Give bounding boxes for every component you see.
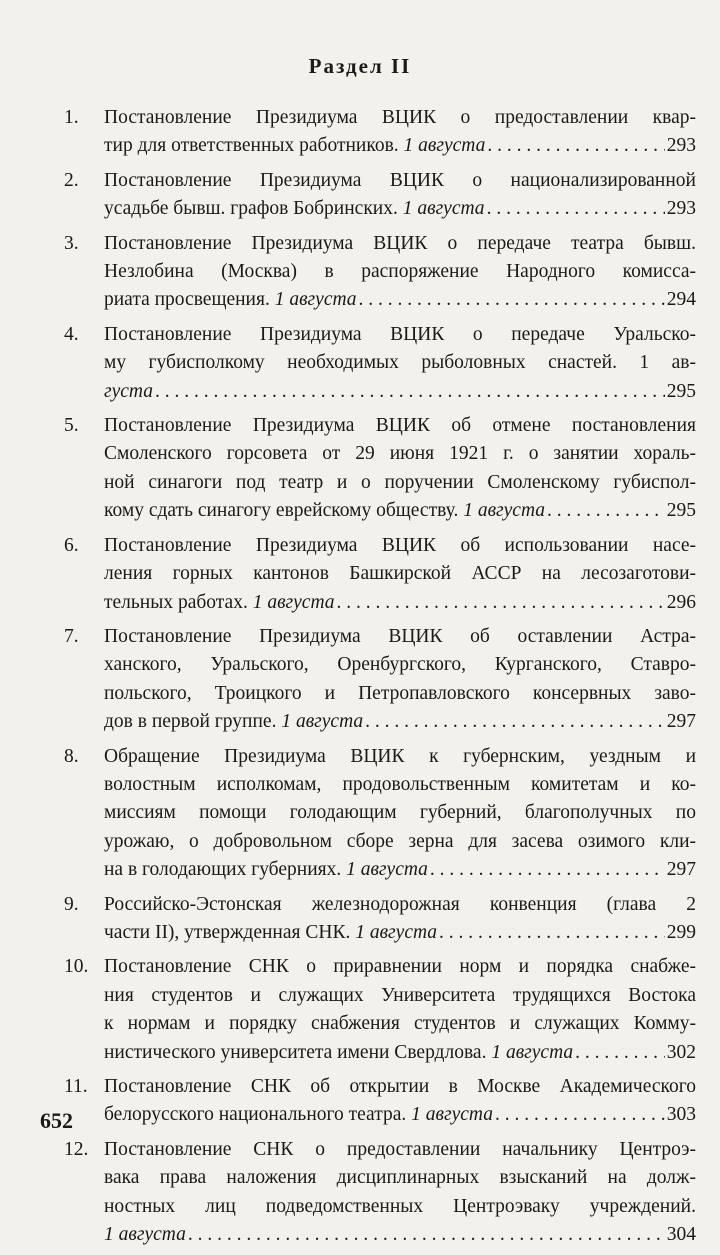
entry-text-line: Обращение Президиума ВЦИК к губернским, уездным и xyxy=(104,745,696,767)
entry-date: 1 августа xyxy=(355,921,438,943)
entry-title-end xyxy=(104,132,485,160)
entry-page-ref: 297 xyxy=(666,711,696,733)
entry-text-line: вака права наложения дисциплинарных взысканий на долж- xyxy=(104,1167,696,1189)
entry-body xyxy=(104,321,696,406)
entry-title-text: белорусского национального театра. xyxy=(104,1104,407,1126)
entry-page-ref: 295 xyxy=(666,500,696,522)
entry-date: густа xyxy=(104,380,153,402)
toc-entry xyxy=(64,321,696,406)
entry-date: 1 августа xyxy=(281,711,364,733)
entry-title-text: риата просвещения. xyxy=(104,289,270,311)
entry-body xyxy=(104,891,696,948)
entry-last-line xyxy=(104,1039,696,1067)
toc-entry xyxy=(64,743,696,885)
entry-title-end xyxy=(104,1039,573,1067)
entry-page-ref: 295 xyxy=(666,380,696,402)
entry-last-line xyxy=(104,497,696,525)
entry-page-ref: 293 xyxy=(666,198,696,220)
entry-title-end xyxy=(104,856,428,884)
entry-title-end xyxy=(104,378,153,406)
entry-page-ref: 299 xyxy=(666,921,696,943)
entry-text-line: Постановление Президиума ВЦИК об отмене постановления xyxy=(104,415,696,437)
dot-leader xyxy=(439,919,665,947)
entry-page-ref: 304 xyxy=(666,1224,696,1246)
entry-last-line xyxy=(104,919,696,947)
entry-body xyxy=(104,167,696,224)
entry-body xyxy=(104,743,696,885)
entry-page-ref: 294 xyxy=(666,289,696,311)
entry-body xyxy=(104,532,696,617)
entry-title-end xyxy=(104,497,545,525)
entry-title-end xyxy=(104,195,485,223)
entry-title-end xyxy=(104,589,335,617)
entry-last-line xyxy=(104,195,696,223)
toc-entry xyxy=(64,623,696,737)
toc-entry xyxy=(64,230,696,315)
dot-leader xyxy=(547,497,665,525)
entry-body xyxy=(104,623,696,737)
entry-last-line xyxy=(104,589,696,617)
entry-title-text: тельных работах. xyxy=(104,591,248,613)
entry-page-ref: 296 xyxy=(666,591,696,613)
entry-last-line xyxy=(104,856,696,884)
toc-entry xyxy=(64,412,696,526)
entry-last-line xyxy=(104,286,696,314)
entry-title-text: дов в первой группе. xyxy=(104,711,277,733)
dot-leader xyxy=(495,1101,665,1129)
entry-text-line: ния студентов и служащих Университета трудящихся Востока xyxy=(104,984,696,1006)
entry-number: 2. xyxy=(64,169,79,191)
toc-entry xyxy=(64,1136,696,1250)
entry-text-line: польского, Троицкого и Петропавловского консервных заво- xyxy=(104,682,696,704)
entry-page-ref: 297 xyxy=(666,859,696,881)
entry-last-line xyxy=(104,708,696,736)
entry-title-text: усадьбе бывш. графов Бобринских. xyxy=(104,198,398,220)
toc-entry xyxy=(64,167,696,224)
dot-leader xyxy=(188,1221,665,1249)
entry-last-line xyxy=(104,1221,696,1249)
entry-text-line: волостным исполкомам, продовольственным комитетам и ко- xyxy=(104,773,696,795)
entry-date: 1 августа xyxy=(274,289,357,311)
dot-leader xyxy=(365,708,665,736)
entry-text-line: урожаю, о добровольном сборе зерна для засева озимого кли- xyxy=(104,830,696,852)
entry-page-ref: 303 xyxy=(666,1104,696,1126)
entry-title-text: части II), утвержденная СНК. xyxy=(104,921,351,943)
section-title: Раздел II xyxy=(308,54,412,78)
entry-text-line: ханского, Уральского, Оренбургского, Курганского, Ставро- xyxy=(104,654,696,676)
entry-number: 4. xyxy=(64,323,79,345)
dot-leader xyxy=(359,286,665,314)
entry-date: 1 августа xyxy=(411,1104,493,1126)
entry-number: 3. xyxy=(64,232,79,254)
entry-number: 1. xyxy=(64,107,79,128)
entry-number: 10. xyxy=(64,956,89,978)
entry-body xyxy=(104,1073,696,1130)
entry-text-line: Российско-Эстонская железнодорожная конвенция (глава 2 xyxy=(104,893,696,915)
entry-date: 1 августа xyxy=(104,1224,186,1246)
entry-title-text: тир для ответственных работников. xyxy=(104,135,399,157)
entry-body xyxy=(104,104,696,161)
entry-body xyxy=(104,1136,696,1250)
entry-title-end xyxy=(104,1221,186,1249)
entry-title-end xyxy=(104,1101,493,1129)
entry-body xyxy=(104,412,696,526)
entry-page-ref: 302 xyxy=(666,1041,696,1063)
entry-number: 11. xyxy=(64,1076,88,1097)
entry-text-line: Постановление Президиума ВЦИК о предоставлении квар- xyxy=(104,107,696,128)
entry-text-line: Постановление СНК о предоставлении начальнику Центроэ- xyxy=(104,1138,696,1160)
entry-body xyxy=(104,953,696,1067)
entry-date: 1 августа xyxy=(346,859,428,881)
entry-number: 7. xyxy=(64,625,79,647)
dot-leader xyxy=(487,195,665,223)
entry-title-end xyxy=(104,919,437,947)
entry-date: 1 августа xyxy=(403,135,486,157)
dot-leader xyxy=(155,378,665,406)
entry-text-line: миссиям помощи голодающим губерний, благополучных по xyxy=(104,802,696,824)
entry-text-line: Постановление СНК о приравнении норм и порядка снабже- xyxy=(104,956,696,978)
toc-entry xyxy=(64,1073,696,1130)
entry-body xyxy=(104,230,696,315)
entry-number: 8. xyxy=(64,745,79,767)
toc-entry xyxy=(64,953,696,1067)
entry-text-line: Смоленского горсовета от 29 июня 1921 г. о занятии хораль- xyxy=(104,443,696,465)
dot-leader xyxy=(487,132,664,160)
entry-page-ref: 293 xyxy=(666,135,696,157)
entry-text-line: ностных лиц подведомственных Центроэваку учреждений. xyxy=(104,1195,696,1217)
entry-number: 5. xyxy=(64,415,79,437)
dot-leader xyxy=(337,589,665,617)
entry-title-text: на в голодающих губерниях. xyxy=(104,859,342,881)
toc-entry xyxy=(64,532,696,617)
toc-entry xyxy=(64,891,696,948)
entry-date: 1 августа xyxy=(252,591,335,613)
entry-text-line: Постановление Президиума ВЦИК о национализированной xyxy=(104,169,696,191)
entry-text-line: Постановление Президиума ВЦИК о передаче Уральско- xyxy=(104,323,696,345)
entry-text-line: Постановление СНК об открытии в Москве Академического xyxy=(104,1076,696,1097)
entry-number: 6. xyxy=(64,534,79,556)
entry-last-line xyxy=(104,1101,696,1129)
entry-last-line xyxy=(104,378,696,406)
entry-date: 1 августа xyxy=(491,1041,574,1063)
dot-leader xyxy=(430,856,665,884)
entry-text-line: Постановление Президиума ВЦИК об использовании насе- xyxy=(104,534,696,556)
page-number: 652 xyxy=(40,1108,73,1133)
entry-text-line: Постановление Президиума ВЦИК об оставлении Астра- xyxy=(104,625,696,647)
table-of-contents xyxy=(64,104,696,1255)
toc-entry xyxy=(64,104,696,161)
entry-number: 9. xyxy=(64,893,79,915)
dot-leader xyxy=(575,1039,665,1067)
entry-title-text: нистического университета имени Свердлова. xyxy=(104,1041,487,1063)
entry-title-end xyxy=(104,708,363,736)
entry-date: 1 августа xyxy=(402,198,485,220)
entry-title-text: кому сдать синагогу еврейскому обществу. xyxy=(104,500,459,522)
entry-text-line: Незлобина (Москва) в распоряжение Народного комисса- xyxy=(104,261,696,283)
entry-title-end xyxy=(104,286,357,314)
entry-number: 12. xyxy=(64,1138,89,1160)
entry-text-line: Постановление Президиума ВЦИК о передаче театра бывш. xyxy=(104,232,696,254)
entry-text-line: ления горных кантонов Башкирской АССР на лесозаготови- xyxy=(104,563,696,585)
entry-text-line: к нормам и порядку снабжения студентов и служащих Комму- xyxy=(104,1013,696,1035)
entry-text-line: му губисполкому необходимых рыболовных снастей. 1 ав- xyxy=(104,352,696,374)
entry-date: 1 августа xyxy=(463,500,546,522)
entry-last-line xyxy=(104,132,696,160)
entry-text-line: ной синагоги под театр и о поручении Смоленскому губиспол- xyxy=(104,471,696,493)
